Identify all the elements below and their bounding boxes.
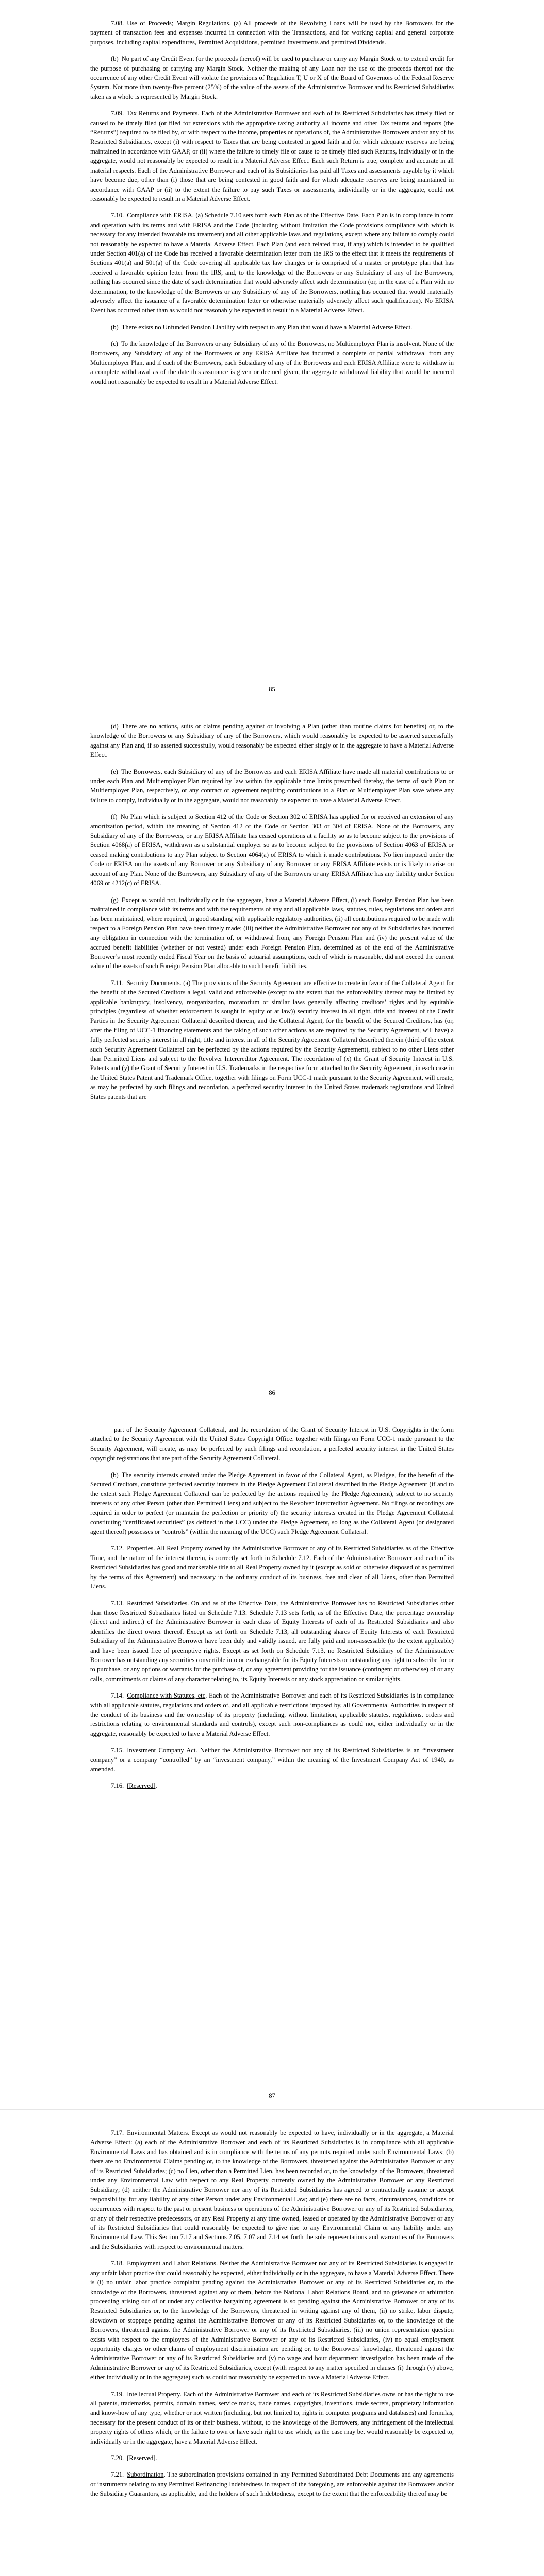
paragraph	[90, 211, 454, 315]
paragraph-text: . The subordination provisions contained in any Permitted Subordinated Debt Documents and any agreements or instruments relating to any Permitted Refinancing Indebtedness in respect of the foregoing, are enforceable against the Borrowers and/or the Subsidiary Guarantors, as applicable, and the holders of such Indebtedness, except to the extent that the enforceability thereof may be	[90, 2471, 454, 2498]
section-heading: Security Documents	[126, 979, 180, 987]
paragraph	[90, 2453, 454, 2463]
section-number: 7.10.	[111, 212, 124, 219]
section-number: 7.18.	[111, 2260, 124, 2267]
section-heading: Use of Proceeds; Margin Regulations	[127, 20, 229, 27]
section-heading: Employment and Labor Relations	[127, 2260, 216, 2267]
paragraph	[90, 2470, 454, 2498]
page-number: 87	[269, 2092, 275, 2099]
paragraph-text: . All Real Property owned by the Administrative Borrower or any of its Restricted Subsidiaries as of the Effective Time, and the nature of the interest therein, is correctly set forth in Schedule 7.12. Each of the Administrative Borrower and each of its Restricted Subsidiaries has good and marketable title to all Real Property owned by it (except as sold or otherwise disposed of as permitted by the terms of this Agreement) and necessary in the ordinary conduct of its business, free and clear of all Liens, other than Permitted Liens.	[90, 1545, 454, 1590]
paragraph	[90, 109, 454, 204]
paragraph	[90, 812, 454, 888]
paragraph-text: . Each of the Administrative Borrower and each of its Restricted Subsidiaries is in compliance with all applicable statutes, regulations and orders of, and all applicable restrictions imposed by, all Governmental Authorities in respect of the conduct of its business and the ownership of its property (including, without limitation, applicable statutes, regulations, orders and restrictions relating to environmental standards and controls), except such non-compliances as could not, either individually or in the aggregate, reasonably be expected to have a Material Adverse Effect.	[90, 1692, 454, 1737]
paragraph	[90, 767, 454, 805]
section-number: 7.20.	[111, 2454, 124, 2462]
section-heading: [Reserved]	[127, 1782, 156, 1790]
paragraph-text: There exists no Unfunded Pension Liability with respect to any Plan that would have a Material Adverse Effect.	[121, 323, 413, 331]
paragraph-text: . (a) All proceeds of the Revolving Loans will be used by the Borrowers for the payment of transaction fees and expenses incurred in connection with the Transactions, and for working capital and general corporate purposes, including capital expenditures, Permitted Acquisitions, permitted Investments and permitted Dividends.	[90, 20, 454, 46]
section-number: 7.15.	[111, 1747, 124, 1754]
paragraph	[90, 895, 454, 971]
section-number: (c)	[111, 340, 118, 348]
paragraph-text: There are no actions, suits or claims pending against or involving a Plan (other than routine claims for benefits) or, to the knowledge of the Borrowers or any Subsidiary of any of the Borrowers, which would reasonably be expected to be asserted successfully against any Plan and, if so asserted successfully, would reasonably be expected either singly or in the aggregate to have a Material Adverse Effect.	[90, 723, 454, 759]
section-number: 7.19.	[111, 2390, 124, 2398]
section-number: 7.21.	[111, 2471, 124, 2479]
section-number: 7.14.	[111, 1692, 124, 1700]
paragraph	[90, 1470, 454, 1537]
paragraph-text: . Neither the Administrative Borrower nor any of its Restricted Subsidiaries is engaged in any unfair labor practice that could reasonably be expected, either individually or in the aggregate, to have a Material Adverse Effect. There is (i) no unfair labor practice complaint pending against the Administrative Borrower or any of its Restricted Subsidiaries or, to the knowledge of the Borrowers, threatened against any of them, before the National Labor Relations Board, and no grievance or arbitration proceeding arising out of or under any collective bargaining agreement is so pending against the Administrative Borrower or any of its Restricted Subsidiaries or, to the knowledge of the Borrowers, threatened in writing against any of them, (ii) no strike, labor dispute, slowdown or stoppage pending against the Administrative Borrower or any of its Restricted Subsidiaries or, to the knowledge of the Borrowers, threatened against the Administrative Borrower or any of its Restricted Subsidiaries, (iii) no union representation question exists with respect to the employees of the Administrative Borrower or any of its Restricted Subsidiaries, (iv) no equal employment opportunity charges or other claims of employment discrimination are pending or, to the Borrowers’ knowledge, threatened against the Administrative Borrower or any of its Restricted Subsidiaries and (v) no wage and hour department investigation has been made of the Administrative Borrower or any of its Restricted Subsidiaries, except (with respect to any matter specified in clauses (i) through (v) above, either individually or in the aggregate) such as could not reasonably be expected to have a Material Adverse Effect.	[90, 2260, 454, 2381]
section-heading: Compliance with Statutes, etc	[127, 1692, 206, 1700]
paragraph-text: . Except as would not reasonably be expected to have, individually or in the aggregate, a Material Adverse Effect: (a) each of the Administrative Borrower and each of its Restricted Subsidiaries is in compliance with all applicable Environmental Laws and has obtained and is in compliance with the terms of any permits required under such Environmental Laws; (b) there are no Environmental Claims pending or, to the knowledge of the Borrowers, threatened against the Administrative Borrower or any of its Restricted Subsidiaries; (c) no Lien, other than a Permitted Lien, has been recorded or, to the knowledge of the Borrowers, threatened under any Environmental Law with respect to any Real Property currently owned by the Administrative Borrower or any Restricted Subsidiary; (d) neither the Administrative Borrower nor any of its Restricted Subsidiaries has agreed to contractually assume or accept responsibility, for any liability of any other Person under any Environmental Law; and (e) there are no facts, circumstances, conditions or occurrences with respect to the past or present business or operations of the Administrative Borrower or any of its Restricted Subsidiaries, or any of their respective predecessors, or any Real Property at any time owned, leased or operated by the Administrative Borrower or any of its Restricted Subsidiaries that could reasonably be expected to give rise to any Environmental Claim or any liability under any Environmental Law. This Section 7.17 and Sections 7.05, 7.07 and 7.14 set forth the sole representations and warranties of the Borrowers and the Subsidiaries with respect to environmental matters.	[90, 2129, 454, 2250]
section-number: (d)	[111, 723, 119, 730]
paragraph-text: Except as would not, individually or in the aggregate, have a Material Adverse Effect, (i) each Foreign Pension Plan has been maintained in compliance with its terms and with the requirements of any and all applicable laws, statutes, rules, regulations and orders and has been maintained, where required, in good standing with applicable regulatory authorities, (ii) all contributions required to be made with respect to a Foreign Pension Plan have been timely made; (iii) neither the Administrative Borrower nor any of its Subsidiaries has incurred any obligation in connection with the termination of, or withdrawal from, any Foreign Pension Plan and (iv) the present value of the accrued benefit liabilities (whether or not vested) under each Foreign Pension Plan, determined as of the end of the Administrative Borrower’s most recently ended Fiscal Year on the basis of actuarial assumptions, each of which is reasonable, did not exceed the current value of the assets of such Foreign Pension Plan allocable to such benefit liabilities.	[90, 896, 454, 970]
paragraph-text: . Each of the Administrative Borrower and each of its Restricted Subsidiaries has timely filed or caused to be timely filed (or filed for extensions with the appropriate taxing authority all income and other Tax returns and reports (the “Returns”) required to be filed by, or with respect to the income, properties or operations of, the Administrative Borrowers and/or any of its Restricted Subsidiaries, except (i) with respect to Taxes that are being contested in good faith and for which adequate reserves are being maintained in accordance with GAAP, or (ii) where the failure to timely file or cause to be timely filed such Returns, individually or in the aggregate, would not reasonably be expected to result in a Material Adverse Effect. Each such Return is true, complete and accurate in all material respects. Each of the Administrative Borrower and each of its Subsidiaries has paid all Taxes and assessments payable by it which have become due, other than (i) those that are being contested in good faith and for which adequate reserves are being maintained in accordance with GAAP or (ii) to the extent the failure to pay such Taxes or assessments, individually or in the aggregate, could not reasonably be expected to result in a Material Adverse Effect.	[90, 110, 454, 202]
paragraph-text: . (a) The provisions of the Security Agreement are effective to create in favor of the Collateral Agent for the benefit of the Secured Creditors a legal, valid and enforceable (except to the extent that the enforceability thereof may be limited by applicable bankruptcy, insolvency, reorganization, moratorium or similar laws generally affecting creditors’ rights and by equitable principles (regardless of whether enforcement is sought in equity or at law)) security interest in all right, title and interest of the Credit Parties in the Security Agreement Collateral described therein, and the Collateral Agent, for the benefit of the Secured Creditors, has (or, after the filing of UCC-1 financing statements and the taking of such other actions as are required by the Security Agreement, will have) a fully perfected security interest in all right, title and interest in all of the Security Agreement Collateral described therein (third of the extent such Security Agreement Collateral can be perfected by the actions required by the Security Agreement), subject to no other Liens other than Permitted Liens and subject to the Revolver Intercreditor Agreement. The recordation of (x) the Grant of Security Interest in U.S. Patents and (y) the Grant of Security Interest in U.S. Trademarks in the respective form attached to the Security Agreement, in each case in the United States Patent and Trademark Office, together with filings on Form UCC-1 made pursuant to the Security Agreement, will create, as may be perfected by such filings and recordation, a perfected security interest in the United States trademark registrations and United States patents that are	[90, 979, 454, 1100]
paragraph	[90, 2259, 454, 2382]
section-number: (b)	[111, 323, 119, 331]
section-number: (g)	[111, 896, 119, 904]
paragraph	[90, 1544, 454, 1591]
paragraph-text: part of the Security Agreement Collateral, and the recordation of the Grant of Security Interest in U.S. Copyrights in the form attached to the Security Agreement with the United States Copyright Office, together with filings on Form UCC-1 made pursuant to the Security Agreement, will create, as may be perfected by such filings and recordation, a perfected security interest in the United States copyright registrations that are part of the Security Agreement Collateral.	[90, 1426, 454, 1462]
section-number: (e)	[111, 768, 118, 775]
section-heading: [Reserved]	[127, 2454, 156, 2462]
section-heading: Restricted Subsidiaries	[127, 1599, 188, 1607]
section-heading: Compliance with ERISA	[127, 212, 192, 219]
page-number: 85	[269, 686, 275, 693]
section-number: (f)	[111, 813, 118, 821]
paragraph-text: The Borrowers, each Subsidiary of any of the Borrowers and each ERISA Affiliate have made all material contributions to or under each Plan and Multiemployer Plan required by law within the applicable time limits prescribed thereby, the terms of such Plan or Multiemployer Plan, respectively, or any contract or agreement requiring contributions to a Plan or Multiemployer Plan save where any failure to comply, individually or in the aggregate, would not reasonably be expected to have a Material Adverse Effect.	[90, 768, 454, 804]
paragraph	[90, 978, 454, 1101]
paragraph-text: . Neither the Administrative Borrower nor any of its Restricted Subsidiaries is an “investment company” or a company “controlled” by an “investment company,” within the meaning of the Investment Company Act of 1940, as amended.	[90, 1747, 454, 1773]
section-heading: Tax Returns and Payments	[127, 110, 198, 117]
paragraph-text: . (a) Schedule 7.10 sets forth each Plan as of the Effective Date. Each Plan is in compliance in form and operation with its terms and with ERISA and the Code (including without limitation the Code provisions compliance with which is necessary for any intended favorable tax treatment) and all other applicable laws and regulations, except where any failure to comply could not reasonably be expected to have a Material Adverse Effect. Each Plan (and each related trust, if any) which is intended to be qualified under Section 401(a) of the Code has received a favorable determination letter from the IRS to the effect that it meets the requirements of Sections 401(a) and 501(a) of the Code covering all applicable tax law changes or is comprised of a master or prototype plan that has received a favorable opinion letter from the IRS, and, to the knowledge of the Borrowers or any Subsidiary of any of the Borrowers, nothing has occurred since the date of such determination that would adversely affect such determination (or, in the case of a Plan with no determination, to the knowledge of the Borrowers or any Subsidiary of any of the Borrowers, nothing has occurred that would materially adversely affect the issuance of a favorable determination letter or otherwise materially adversely affect such qualification). No ERISA Event has occurred other than as would not reasonably be expected to result in a Material Adverse Effect.	[90, 212, 454, 314]
section-heading: Subordination	[127, 2471, 164, 2479]
section-heading: Environmental Matters	[127, 2129, 188, 2137]
paragraph	[90, 1745, 454, 1774]
paragraph-text: .	[155, 2454, 157, 2462]
paragraph	[90, 1691, 454, 1738]
section-number: 7.09.	[111, 110, 124, 117]
section-number: 7.11.	[111, 979, 124, 987]
paragraph	[90, 1781, 454, 1790]
document-page	[0, 703, 544, 1406]
paragraph	[90, 339, 454, 386]
paragraph-text: The security interests created under the Pledge Agreement in favor of the Collateral Agent, as Pledgee, for the benefit of the Secured Creditors, constitute perfected security interests in the Pledge Agreement Collateral described in the Pledge Agreement (if and to the extent such Pledge Agreement Collateral can be perfected by the actions required by the Pledge Agreement), subject to no security interests of any other Person (other than Permitted Liens) and subject to the Revolver Intercreditor Agreement. No filings or recordings are required in order to perfect (or maintain the perfection or priority of) the security interests created in the Pledge Agreement Collateral constituting “certificated securities” (as defined in the UCC) under the Pledge Agreement, so long as the Collateral Agent (or designated agent thereof) possesses or “controls” (within the meaning of the UCC) such Pledge Agreement Collateral.	[90, 1471, 454, 1536]
section-number: 7.16.	[111, 1782, 124, 1790]
paragraph-text: . Each of the Administrative Borrower and each of its Restricted Subsidiaries owns or has the right to use all patents, trademarks, permits, domain names, service marks, trade names, copyrights, inventions, trade secrets, proprietary information and know-how of any type, whether or not written (including, but not limited to, rights in computer programs and databases) and formulas, necessary for the present conduct of its or their business, without, to the knowledge of the Borrowers, any infringement of the intellectual property rights of others which, or the failure to own or have such right to use which, as the case may be, would reasonably be expected to, individually or in the aggregate, have a Material Adverse Effect.	[90, 2390, 454, 2445]
paragraph-text: . On and as of the Effective Date, the Administrative Borrower has no Restricted Subsidiaries other than those Restricted Subsidiaries listed on Schedule 7.13. Schedule 7.13 sets forth, as of the Effective Date, the percentage ownership (direct and indirect) of the Administrative Borrower in each class of Equity Interests of each of its Restricted Subsidiaries and also identifies the direct owner thereof. Except as set forth on Schedule 7.13, all outstanding shares of Equity Interests of each Restricted Subsidiary of the Administrative Borrower have been duly and validly issued, are fully paid and non-assessable (to the extent applicable) and have been issued free of preemptive rights. Except as set forth on Schedule 7.13, no Restricted Subsidiary of the Administrative Borrower has outstanding any securities convertible into or exchangeable for its Equity Interests or outstanding any right to subscribe for or to purchase, or any options or warrants for the purchase of, or any agreement providing for the issuance (contingent or otherwise) of or any calls, commitments or claims of any character relating to, its Equity Interests or any stock appreciation or similar rights.	[90, 1599, 454, 1683]
section-number: 7.12.	[111, 1545, 124, 1552]
paragraph	[90, 54, 454, 101]
paragraph	[90, 323, 454, 332]
section-heading: Intellectual Property	[127, 2390, 180, 2398]
paragraph	[90, 2389, 454, 2446]
section-number: 7.08.	[111, 20, 124, 27]
section-number: (b)	[111, 55, 119, 63]
paragraph-text: .	[155, 1782, 157, 1790]
paragraph-text: No part of any Credit Event (or the proceeds thereof) will be used to purchase or carry any Margin Stock or to extend credit for the purpose of purchasing or carrying any Margin Stock. Neither the making of any Loan nor the use of the proceeds thereof nor the occurrence of any other Credit Event will violate the provisions of Regulation T, U or X of the Board of Governors of the Federal Reserve System. Not more than twenty-five percent (25%) of the value of the assets of the Administrative Borrower and its Restricted Subsidiaries taken as a whole is represented by Margin Stock.	[90, 55, 454, 100]
section-number: (b)	[111, 1471, 119, 1479]
paragraph	[90, 722, 454, 760]
section-heading: Investment Company Act	[127, 1747, 196, 1754]
paragraph	[90, 1425, 454, 1463]
paragraph-text: No Plan which is subject to Section 412 of the Code or Section 302 of ERISA has applied for or received an extension of any amortization period, within the meaning of Section 412 of the Code or Section 303 or 304 of ERISA. None of the Borrowers, any Subsidiary of any of the Borrowers, or any ERISA Affiliate has ceased operations at a facility so as to become subject to the provisions of Section 4068(a) of ERISA, withdrawn as a substantial employer so as to become subject to the provisions of Section 4063 of ERISA or ceased making contributions to any Plan subject to Section 4064(a) of ERISA to which it made contributions. No lien imposed under the Code or ERISA on the assets of any Borrower or any Subsidiary of any Borrower or any ERISA Affiliate exists or is likely to arise on account of any Plan. None of the Borrowers, any Subsidiary of any of the Borrowers or any ERISA Affiliate has any liability under Section 4069 or 4212(c) of ERISA.	[90, 813, 454, 887]
section-heading: Properties	[127, 1545, 154, 1552]
document-page	[0, 2110, 544, 2576]
paragraph-text: To the knowledge of the Borrowers or any Subsidiary of any of the Borrowers, no Multiemployer Plan is insolvent. None of the Borrowers, any Subsidiary of any of the Borrowers or any ERISA Affiliate has incurred a complete or partial withdrawal from any Multiemployer Plan, and if each of the Borrowers, each Subsidiary of any of the Borrowers and each ERISA Affiliate were to withdraw in a complete withdrawal as of the date this assurance is given or deemed given, the aggregate withdrawal liability that would be incurred would not reasonably be expected to result in a Material Adverse Effect.	[90, 340, 454, 385]
document-page	[0, 1406, 544, 2110]
paragraph	[90, 2128, 454, 2251]
paragraph	[90, 1599, 454, 1684]
section-number: 7.13.	[111, 1599, 124, 1607]
page-number: 86	[269, 1389, 275, 1396]
document-page	[0, 0, 544, 703]
paragraph	[90, 19, 454, 47]
section-number: 7.17.	[111, 2129, 124, 2137]
